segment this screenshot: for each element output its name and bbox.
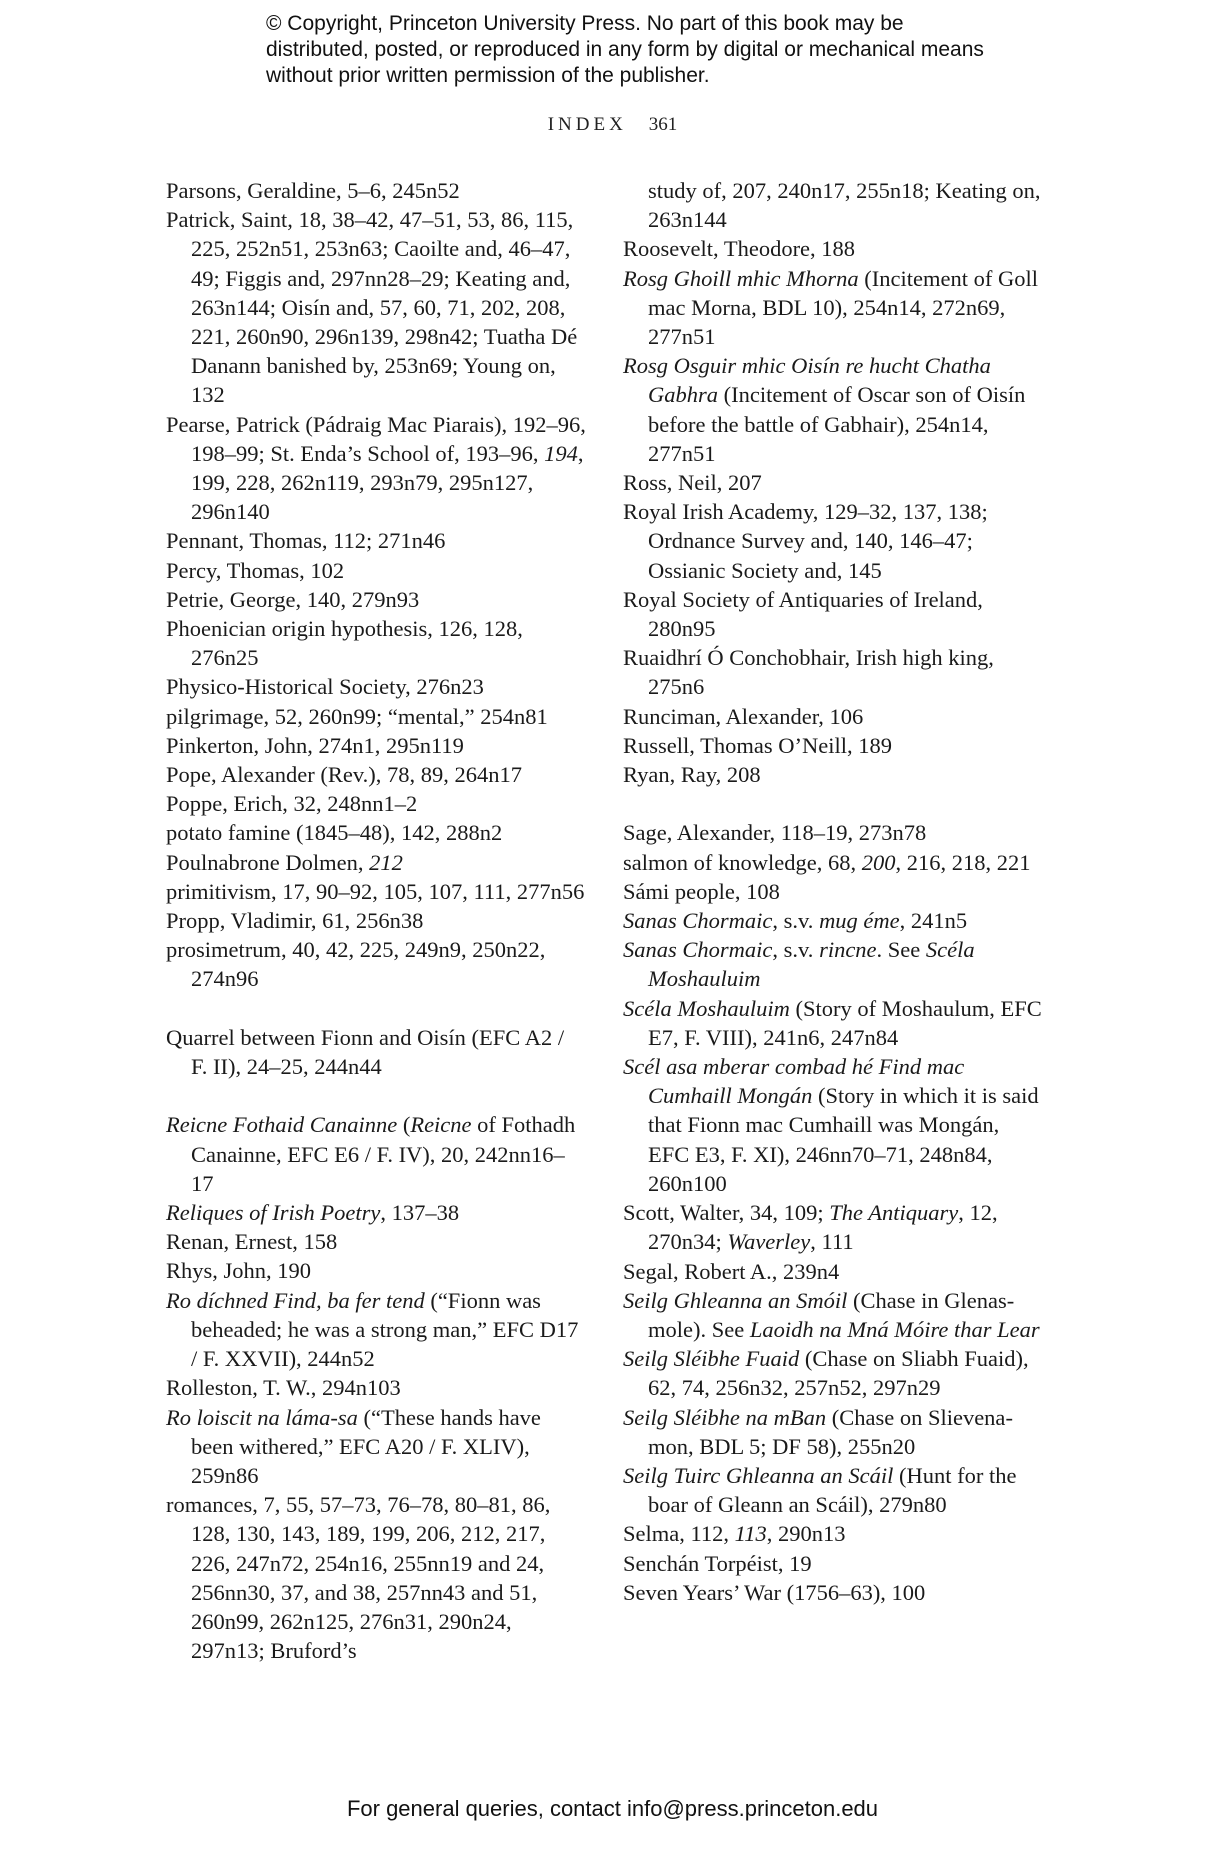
italic-text: Scéla Moshauluim [623,995,790,1021]
letter-section-gap [166,1081,586,1110]
italic-text: Seilg Sléibhe Fuaid [623,1346,800,1372]
index-entry [166,1403,586,1491]
italic-text: 200 [861,849,896,875]
index-entry [166,1490,586,1665]
index-entry [166,702,586,731]
entry-text: (Chase in Glenasmole). See [648,1287,1015,1342]
entry-text: , 111 [810,1229,854,1255]
entry-text: Pennant, Thomas, 112; 271n46 [166,528,446,554]
index-entry [623,994,1043,1052]
italic-text: Rosg Ghoill mhic Mhorna [623,265,859,291]
entry-text: Sage, Alexander, 118–19, 273n78 [623,820,927,846]
entry-text: , 199, 228, 262n119, 293n79, 295n127, 296n140 [191,440,584,525]
italic-text: Ro díchned Find, ba fer tend [166,1287,425,1313]
entry-text: (Hunt for the boar of Gleann an Scáil), 279n80 [648,1462,1017,1518]
italic-text: mug éme [819,908,900,934]
entry-text: Propp, Vladimir, 61, 256n38 [166,908,424,934]
index-entry [166,935,586,993]
index-entry [166,1373,586,1402]
italic-text: Ro loiscit na láma-sa [166,1404,358,1430]
index-entry [166,848,586,877]
entry-text: (“These hands have been withered,” EFC A20 / F. XLIV), 259n86 [191,1404,541,1488]
index-entry [623,585,1043,643]
entry-text: Pearse, Patrick (Pádraig Mac Piarais), 192–96, 198–99; St. Enda’s School of, 193–96, [166,411,586,466]
entry-text: (Story of Moshaulum, EFC E7, F. VIII), 241n6, 247n84 [648,995,1042,1050]
index-entry [623,818,1043,847]
entry-text: Quarrel between Fionn and Oisín (EFC A2 / F. II), 24–25, 244n44 [166,1024,565,1080]
entry-text: Senchán Torpéist, 19 [623,1550,812,1576]
italic-text: 113 [734,1521,767,1547]
italic-text: Seilg Ghleanna an Smóil [623,1287,848,1313]
italic-text: Reicne [410,1112,472,1138]
entry-text: , 290n13 [766,1521,846,1547]
entry-text: (Chase on Sliabh Fuaid), 62, 74, 256n32, 257n52, 297n29 [648,1346,1029,1401]
index-entry [166,410,586,527]
index-entry [623,1461,1043,1519]
entry-text: pilgrimage, 52, 260n99; “mental,” 254n81 [166,703,548,729]
index-entry [623,1286,1043,1344]
index-entry [623,1198,1043,1256]
index-entry [623,877,1043,906]
entry-text: Ross, Neil, 207 [623,470,762,496]
entry-text: , 12, 270n34; [648,1200,998,1255]
entry-text: , 241n5 [899,908,968,934]
entry-text: primitivism, 17, 90–92, 105, 107, 111, 277n56 [166,878,585,904]
italic-text: rincne [819,937,877,963]
index-entry [623,760,1043,789]
entry-text: Parsons, Geraldine, 5–6, 245n52 [166,178,460,203]
entry-text: Royal Irish Academy, 129–32, 137, 138; Ordnance Survey and, 140, 146–47; Ossianic Society and, 145 [623,499,988,583]
entry-text: prosimetrum, 40, 42, 225, 249n9, 250n22, 274n96 [166,937,546,992]
entry-text: Selma, 112, [623,1521,735,1547]
entry-text: Ruaidhrí Ó Conchobhair, Irish high king, 275n6 [623,645,994,700]
entry-text: ( [397,1112,411,1138]
italic-text: 212 [369,849,403,875]
italic-text: Reicne Fothaid Canainne [166,1112,398,1138]
italic-text: Sanas Chormaic [623,937,773,963]
index-entry [166,1110,586,1198]
entry-text: Segal, Robert A., 239n4 [623,1258,840,1284]
index-entry [623,1549,1043,1578]
index-entry [166,1256,586,1285]
index-entry [166,1227,586,1256]
index-entry [166,731,586,760]
index-entry [166,526,586,555]
italic-text: Seilg Sléibhe na mBan [623,1404,827,1430]
index-entry [166,556,586,585]
entry-text: Physico-Historical Society, 276n23 [166,674,484,700]
index-entry [166,818,586,847]
entry-text: (Incitement of Goll mac Morna, BDL 10), 254n14, 272n69, 277n51 [648,265,1038,350]
index-entry [623,1403,1043,1461]
entry-text: Ryan, Ray, 208 [623,762,761,788]
entry-text: Patrick, Saint, 18, 38–42, 47–51, 53, 86, 115, 225, 252n51, 253n63; Caoilte and, 46–47, 49; Figgis and, 297nn28–29; Keating and, 263n144; Oisín and, 57, 60, 71, 202, 208, 221, 260n90, 296n139, 298n42; Tuatha Dé Danann banished by, 253n69; Young on, 132 [166,207,578,408]
entry-text: Poulnabrone Dolmen, [166,849,370,875]
index-entry [623,906,1043,935]
index-entry [166,1286,586,1374]
index-column-left [166,176,586,1665]
entry-text: Runciman, Alexander, 106 [623,703,864,729]
index-entry [623,497,1043,585]
page-number: 361 [648,114,678,135]
index-entry [623,643,1043,701]
entry-text: (Incitement of Oscar son of Oisín before the battle of Gabhair), 254n14, 277n51 [648,382,1026,466]
entry-text: Seven Years’ War (1756–63), 100 [623,1579,926,1605]
entry-text: romances, 7, 55, 57–73, 76–78, 80–81, 86, 128, 130, 143, 189, 199, 206, 212, 217, 226, 247n72, 254n16, 255nn19 and 24, 256nn30, 37, and 38, 257nn43 and 51, 260n99, 262n125, 276n31, 290n24, 297n13; Bruford’s [166,1492,551,1664]
index-entry [623,935,1043,993]
italic-text: Seilg Tuirc Ghleanna an Scáil [623,1462,894,1488]
index-entry [166,585,586,614]
entry-text: Renan, Ernest, 158 [166,1229,338,1255]
entry-text: Russell, Thomas O’Neill, 189 [623,732,892,758]
italic-text: Laoidh na Mná Móire thar Lear [749,1316,1040,1342]
index-column-right [623,176,1043,1607]
entry-text: , s.v. [772,937,820,963]
index-entry [166,614,586,672]
index-entry [166,205,586,409]
index-entry [623,1052,1043,1198]
footer-contact: For general queries, contact info@press.princeton.edu [346,1796,879,1821]
index-entry [166,877,586,906]
index-entry [623,1519,1043,1548]
italic-text: The Antiquary [829,1200,959,1226]
entry-text: Sámi people, 108 [623,878,780,904]
entry-text: Scott, Walter, 34, 109; [623,1200,830,1226]
italic-text: 194 [544,440,578,466]
index-entry [166,176,586,205]
index-entry [623,1257,1043,1286]
entry-text: of Fothadh Canainne, EFC E6 / F. IV), 20, 242nn16–17 [191,1112,576,1196]
entry-text: salmon of knowledge, 68, [623,849,862,875]
running-head [0,114,1225,136]
letter-section-gap [166,994,586,1023]
entry-text: , 137–38 [380,1200,460,1226]
running-head-label: INDEX [547,114,627,135]
index-entry [623,351,1043,468]
index-entry [166,1023,586,1081]
italic-text: Sanas Chormaic [623,908,773,934]
entry-text: Roosevelt, Theodore, 188 [623,236,856,262]
index-entry [166,906,586,935]
entry-text: (“Fionn was beheaded; he was a strong man,” EFC D17 / F. XXVII), 244n52 [191,1287,579,1372]
index-entry [623,468,1043,497]
entry-text: Royal Society of Antiquaries of Ireland, 280n95 [623,586,983,642]
entry-text: Phoenician origin hypothesis, 126, 128, 276n25 [166,616,523,671]
index-entry [623,702,1043,731]
entry-text: Poppe, Erich, 32, 248nn1–2 [166,791,418,817]
index-entry [623,848,1043,877]
index-entry [623,264,1043,352]
copyright-notice: © Copyright, Princeton University Press. No part of this book may be distributed, posted, or reproduced in any form by digital or mechanical means without prior written permission of the publisher. [266,12,984,87]
entry-text: Petrie, George, 140, 279n93 [166,586,420,612]
entry-text: (Story in which it is said that Fionn mac Cumhaill was Mongán, EFC E3, F. XI), 246nn70–71, 248n84, 260n100 [648,1083,1039,1196]
entry-text: Pinkerton, John, 274n1, 295n119 [166,732,464,758]
entry-text: potato famine (1845–48), 142, 288n2 [166,820,503,846]
entry-text: Pope, Alexander (Rev.), 78, 89, 264n17 [166,762,522,788]
entry-text: study of, 207, 240n17, 255n18; Keating on, 263n144 [648,178,1041,233]
index-entry-continuation [623,176,1043,234]
index-entry [623,1344,1043,1402]
italic-text: Reliques of Irish Poetry [166,1200,381,1226]
entry-text: (Chase on Slievenamon, BDL 5; DF 58), 255n20 [648,1404,1013,1459]
entry-text: . See [876,937,926,963]
letter-section-gap [623,789,1043,818]
index-entry [166,789,586,818]
entry-text: , s.v. [772,908,820,934]
italic-text: Waverley [727,1229,811,1255]
index-entry [623,234,1043,263]
entry-text: , 216, 218, 221 [895,849,1031,875]
index-entry [623,1578,1043,1607]
italic-text: Scél asa mberar combad hé Find mac Cumhaill Mongán [623,1054,965,1109]
index-entry [166,760,586,789]
italic-text: Rosg Osguir mhic Oisín re hucht Chatha Gabhra [623,353,991,408]
italic-text: Scéla Moshauluim [648,937,975,992]
index-entry [166,672,586,701]
index-entry [166,1198,586,1227]
entry-text: Percy, Thomas, 102 [166,557,345,583]
entry-text: Rolleston, T. W., 294n103 [166,1375,401,1401]
entry-text: Rhys, John, 190 [166,1258,312,1284]
index-entry [623,731,1043,760]
